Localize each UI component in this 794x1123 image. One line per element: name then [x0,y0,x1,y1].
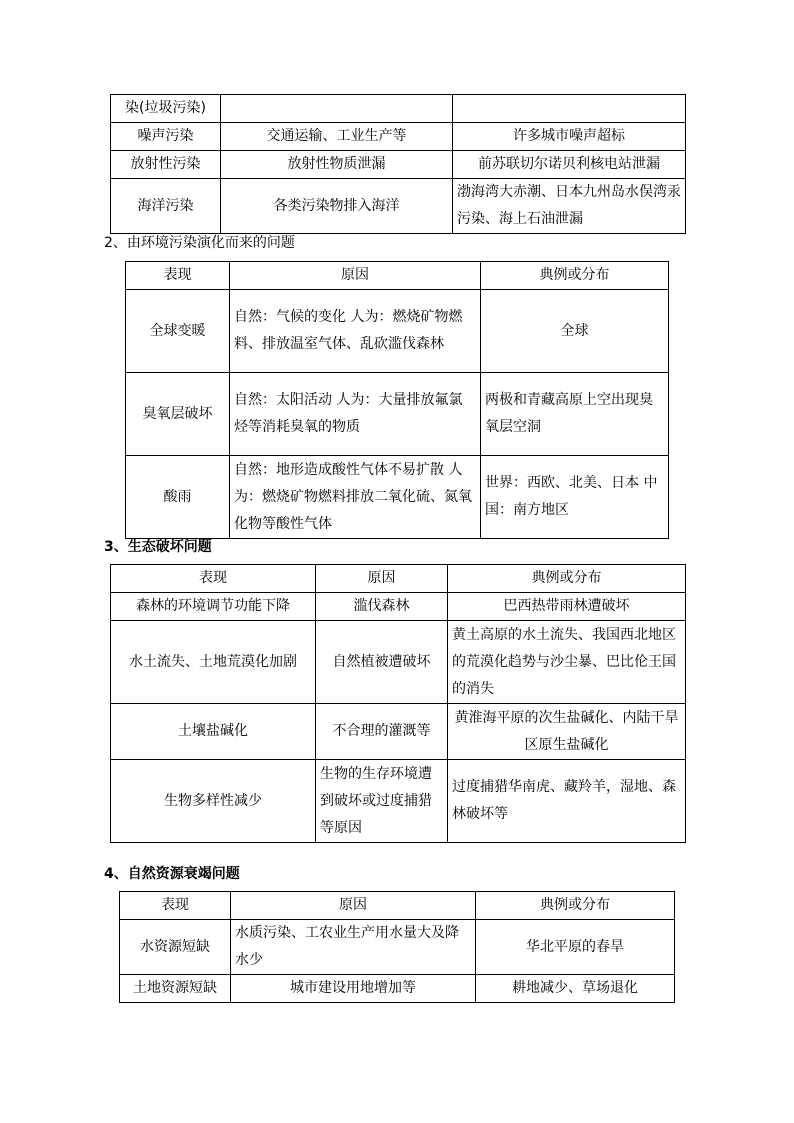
table-cell: 两极和青藏高原上空出现臭氧层空洞 [481,373,669,456]
table-cell: 土壤盐碱化 [111,704,316,760]
table-row [120,975,675,1003]
table-cell [221,95,453,123]
section-heading-text: 3、生态破坏问题 [104,539,212,555]
table-resource-depletion [119,891,675,1003]
table-cell: 华北平原的春旱 [476,920,675,975]
section-heading: 2、由环境污染演化而来的问题 [104,235,295,251]
table-cell: 世界：西欧、北美、日本 中国：南方地区 [481,456,669,539]
table-header-row [120,892,675,920]
table-cell: 放射性污染 [111,151,221,179]
table-cell: 全球变暖 [126,290,230,373]
table-cell: 染(垃圾污染) [111,95,221,123]
column-header: 原因 [231,892,476,920]
table-cell: 水资源短缺 [120,920,231,975]
table-cell: 许多城市噪声超标 [453,123,686,151]
table-cell: 噪声污染 [111,123,221,151]
table-cell: 自然：太阳活动 人为：大量排放氟氯烃等消耗臭氧的物质 [230,373,481,456]
table-cell: 前苏联切尔诺贝利核电站泄漏 [453,151,686,179]
table-row [126,456,669,539]
table-row [126,373,669,456]
table-cell: 渤海湾大赤潮、日本九州岛水俣湾汞污染、海上石油泄漏 [453,179,686,234]
section-heading [104,537,212,557]
table-pollution [110,94,686,234]
table-cell: 黄淮海平原的次生盐碱化、内陆干旱区原生盐碱化 [448,704,686,760]
table-cell: 自然：气候的变化 人为：燃烧矿物燃料、排放温室气体、乱砍滥伐森林 [230,290,481,373]
table-header-row [111,565,686,593]
table-cell: 自然：地形造成酸性气体不易扩散 人为：燃烧矿物燃料排放二氧化硫、氮氧化物等酸性气体 [230,456,481,539]
table-cell: 水质污染、工农业生产用水量大及降水少 [231,920,476,975]
column-header: 表现 [126,262,230,290]
table-ecological-damage [110,564,686,843]
table-row [111,593,686,621]
table-cell: 不合理的灌溉等 [316,704,448,760]
table-row [111,151,686,179]
column-header: 典例或分布 [448,565,686,593]
table-row [111,95,686,123]
table-row [111,123,686,151]
table-cell: 森林的环境调节功能下降 [111,593,316,621]
table-derived-problems [125,261,669,539]
table-cell: 交通运输、工业生产等 [221,123,453,151]
table-cell: 各类污染物排入海洋 [221,179,453,234]
table-row [111,760,686,843]
table-cell: 过度捕猎华南虎、藏羚羊，湿地、森林破坏等 [448,760,686,843]
table-header-row [126,262,669,290]
column-header: 典例或分布 [476,892,675,920]
table-row [120,920,675,975]
table-cell: 土地资源短缺 [120,975,231,1003]
table-row [111,704,686,760]
table-cell: 巴西热带雨林遭破坏 [448,593,686,621]
table-cell: 自然植被遭破坏 [316,621,448,704]
column-header: 原因 [316,565,448,593]
table-cell: 滥伐森林 [316,593,448,621]
section-heading: 4、自然资源衰竭问题 [104,866,240,882]
table-cell: 海洋污染 [111,179,221,234]
table-row [111,621,686,704]
table-cell: 耕地减少、草场退化 [476,975,675,1003]
table-cell: 城市建设用地增加等 [231,975,476,1003]
table-cell: 臭氧层破坏 [126,373,230,456]
table-row [111,179,686,234]
column-header: 表现 [111,565,316,593]
column-header: 典例或分布 [481,262,669,290]
table-cell: 黄土高原的水土流失、我国西北地区的荒漠化趋势与沙尘暴、巴比伦王国的消失 [448,621,686,704]
table-cell: 水土流失、土地荒漠化加剧 [111,621,316,704]
table-cell: 放射性物质泄漏 [221,151,453,179]
table-row [126,290,669,373]
column-header: 原因 [230,262,481,290]
table-cell: 全球 [481,290,669,373]
table-cell: 酸雨 [126,456,230,539]
table-cell: 生物的生存环境遭到破坏或过度捕猎等原因 [316,760,448,843]
table-cell [453,95,686,123]
table-cell: 生物多样性减少 [111,760,316,843]
column-header: 表现 [120,892,231,920]
